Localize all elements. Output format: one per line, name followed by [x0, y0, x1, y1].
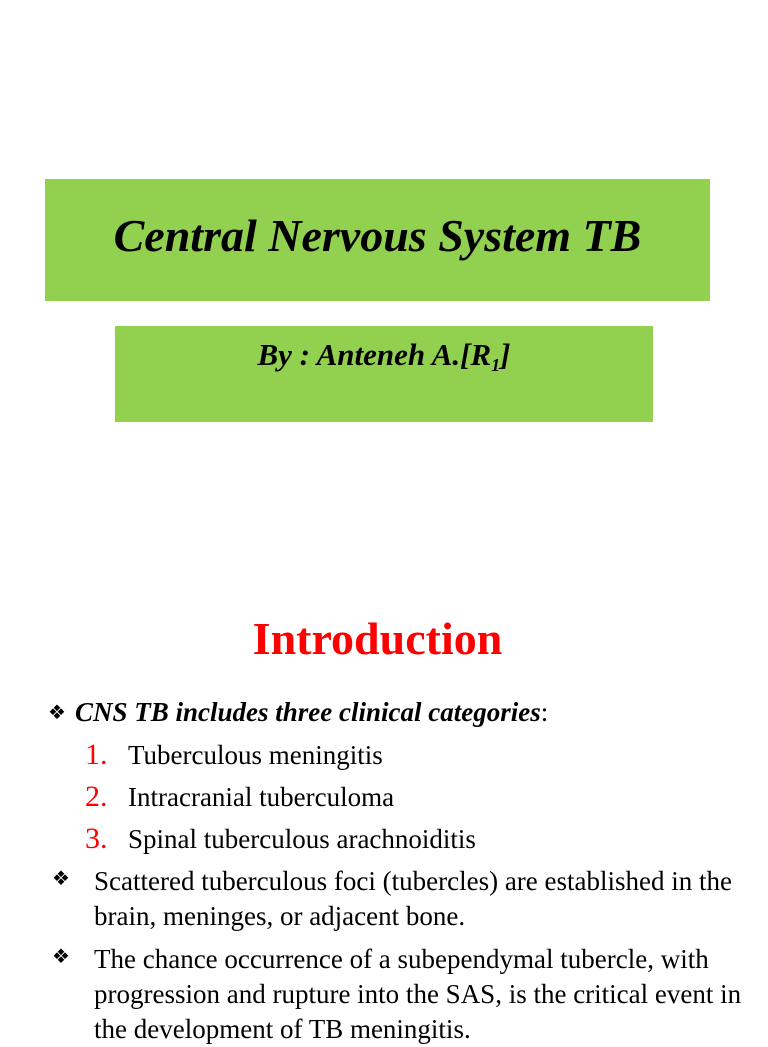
author-suffix: ]: [500, 337, 511, 372]
author-line: [115, 337, 653, 373]
bullet-paragraph: The chance occurrence of a subependymal tubercle, with progression and rupture into the SAS, is the critical event in the development of TB meningitis.: [94, 944, 742, 1044]
list-text: Intracranial tuberculoma: [128, 782, 395, 812]
list-text: Tuberculous meningitis: [128, 740, 383, 770]
list-text: Spinal tuberculous arachnoiditis: [128, 824, 476, 854]
bullet-paragraph: Scattered tuberculous foci (tubercles) are established in the brain, meninges, or adjacent bone.: [94, 866, 732, 931]
intro-lead-colon: :: [540, 697, 549, 727]
diamond-bullet-icon: ❖: [48, 700, 66, 724]
diamond-bullet-icon: ❖: [52, 944, 70, 968]
list-item: [85, 780, 394, 814]
author-banner: [115, 326, 653, 422]
list-number: 1.: [85, 738, 108, 771]
author-subscript: 1: [491, 355, 501, 375]
intro-lead-bold: CNS TB includes three clinical categories: [75, 697, 541, 727]
list-number: 3.: [85, 822, 108, 855]
intro-lead: [75, 697, 548, 728]
author-prefix: By : Anteneh A.[R: [257, 337, 492, 372]
title-banner: [45, 179, 710, 301]
list-item: [85, 738, 383, 772]
diamond-bullet-icon: ❖: [52, 866, 70, 890]
list-item: [85, 822, 476, 856]
slide-title: Central Nervous System TB: [113, 209, 642, 261]
list-number: 2.: [85, 780, 108, 813]
section-title: Introduction: [252, 613, 503, 664]
